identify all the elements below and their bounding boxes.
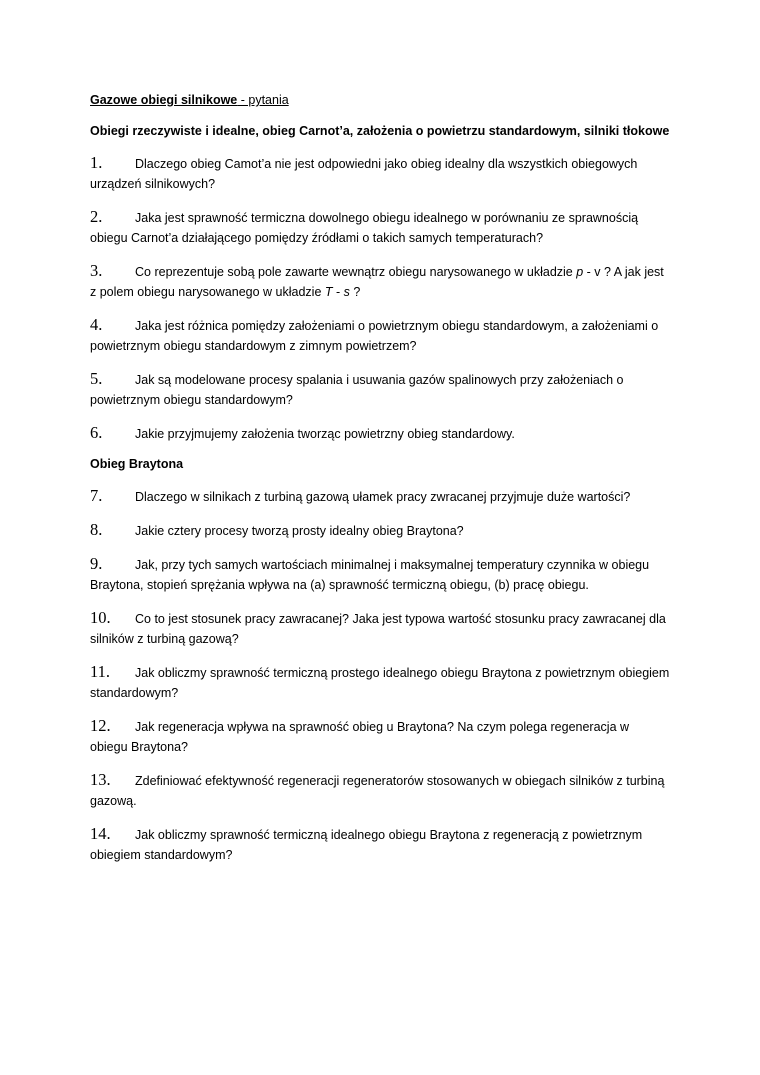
question-number: 11. xyxy=(90,662,111,681)
question-7 xyxy=(90,486,670,507)
question-12 xyxy=(90,716,670,757)
question-14 xyxy=(90,824,670,865)
question-text: Jak obliczmy sprawność termiczną prostego idealnego obiegu Braytona z powietrznym obiegiem standardowym? xyxy=(90,666,670,700)
question-text: Dlaczego w silnikach z turbiną gazową ułamek pracy zwracanej przyjmuje duże wartości? xyxy=(135,490,631,504)
section-heading-cycles: Obiegi rzeczywiste i idealne, obieg Carnot’a, założenia o powietrzu standardowym, silniki tłokowe xyxy=(90,124,670,138)
question-number: 1. xyxy=(90,153,103,172)
question-number: 4. xyxy=(90,315,103,334)
question-6 xyxy=(90,423,670,444)
variable-T: T xyxy=(324,285,333,299)
question-8 xyxy=(90,520,670,541)
question-10 xyxy=(90,608,670,649)
question-number: 13. xyxy=(90,770,111,789)
question-text-part: - v ? A jak jest z polem obiegu narysowanego w układzie xyxy=(90,265,664,299)
question-number: 3. xyxy=(90,261,103,280)
question-text-part: - xyxy=(332,285,344,299)
question-text: Zdefiniować efektywność regeneracji regeneratorów stosowanych w obiegach silników z turbiną gazową. xyxy=(90,774,665,808)
question-number: 9. xyxy=(90,554,103,573)
question-text-part: ? xyxy=(349,285,361,299)
question-number: 8. xyxy=(90,520,103,539)
question-4 xyxy=(90,315,670,356)
question-number: 14. xyxy=(90,824,111,843)
question-text: Jak są modelowane procesy spalania i usuwania gazów spalinowych przy założeniach o powietrznym obiegu standardowym? xyxy=(90,373,624,407)
question-text: Jaka jest sprawność termiczna dowolnego obiegu idealnego w porównaniu ze sprawnością obiegu Carnot’a działającego pomiędzy źródłami o takich samych temperaturach? xyxy=(90,211,639,245)
document-content xyxy=(90,92,670,878)
document-title xyxy=(90,92,670,108)
question-2 xyxy=(90,207,670,248)
question-number: 12. xyxy=(90,716,111,735)
question-text: Jak obliczmy sprawność termiczną idealnego obiegu Braytona z regeneracją z powietrznym obiegiem standardowym? xyxy=(90,828,643,862)
document-title-main: Gazowe obiegi silnikowe xyxy=(90,93,238,107)
question-5 xyxy=(90,369,670,410)
question-number: 6. xyxy=(90,423,103,442)
question-13 xyxy=(90,770,670,811)
question-text: Jakie przyjmujemy założenia tworząc powietrzny obieg standardowy. xyxy=(135,427,515,441)
question-text-part: Co reprezentuje sobą pole zawarte wewnątrz obiegu narysowanego w układzie xyxy=(135,265,577,279)
question-9 xyxy=(90,554,670,595)
question-text: Co to jest stosunek pracy zawracanej? Jaka jest typowa wartość stosunku pracy zawracanej dla silników z turbiną gazową? xyxy=(90,612,666,646)
variable-s: s xyxy=(343,285,350,299)
question-text: Jak, przy tych samych wartościach minimalnej i maksymalnej temperatury czynnika w obiegu Braytona, stopień sprężania wpływa na (a) sprawność termiczną obiegu, (b) pracę obiegu. xyxy=(90,558,650,592)
question-number: 10. xyxy=(90,608,111,627)
question-3 xyxy=(90,261,670,302)
question-number: 5. xyxy=(90,369,103,388)
question-text: Jakie cztery procesy tworzą prosty idealny obieg Braytona? xyxy=(135,524,464,538)
question-11 xyxy=(90,662,670,703)
section-heading-brayton: Obieg Braytona xyxy=(90,457,184,471)
question-1 xyxy=(90,153,670,194)
question-number: 2. xyxy=(90,207,103,226)
question-text: Jaka jest różnica pomiędzy założeniami o powietrznym obiegu standardowym, a założeniami o powietrznym obiegu standardowym z zimnym powietrzem? xyxy=(90,319,659,353)
question-number: 7. xyxy=(90,486,103,505)
variable-p: p xyxy=(576,265,584,279)
document-title-suffix: - pytania xyxy=(237,93,289,107)
question-text: Dlaczego obieg Camot’a nie jest odpowiedni jako obieg idealny dla wszystkich obiegowych urządzeń silnikowych? xyxy=(90,157,638,191)
question-text: Jak regeneracja wpływa na sprawność obieg u Braytona? Na czym polega regeneracja w obiegu Braytona? xyxy=(90,720,630,754)
